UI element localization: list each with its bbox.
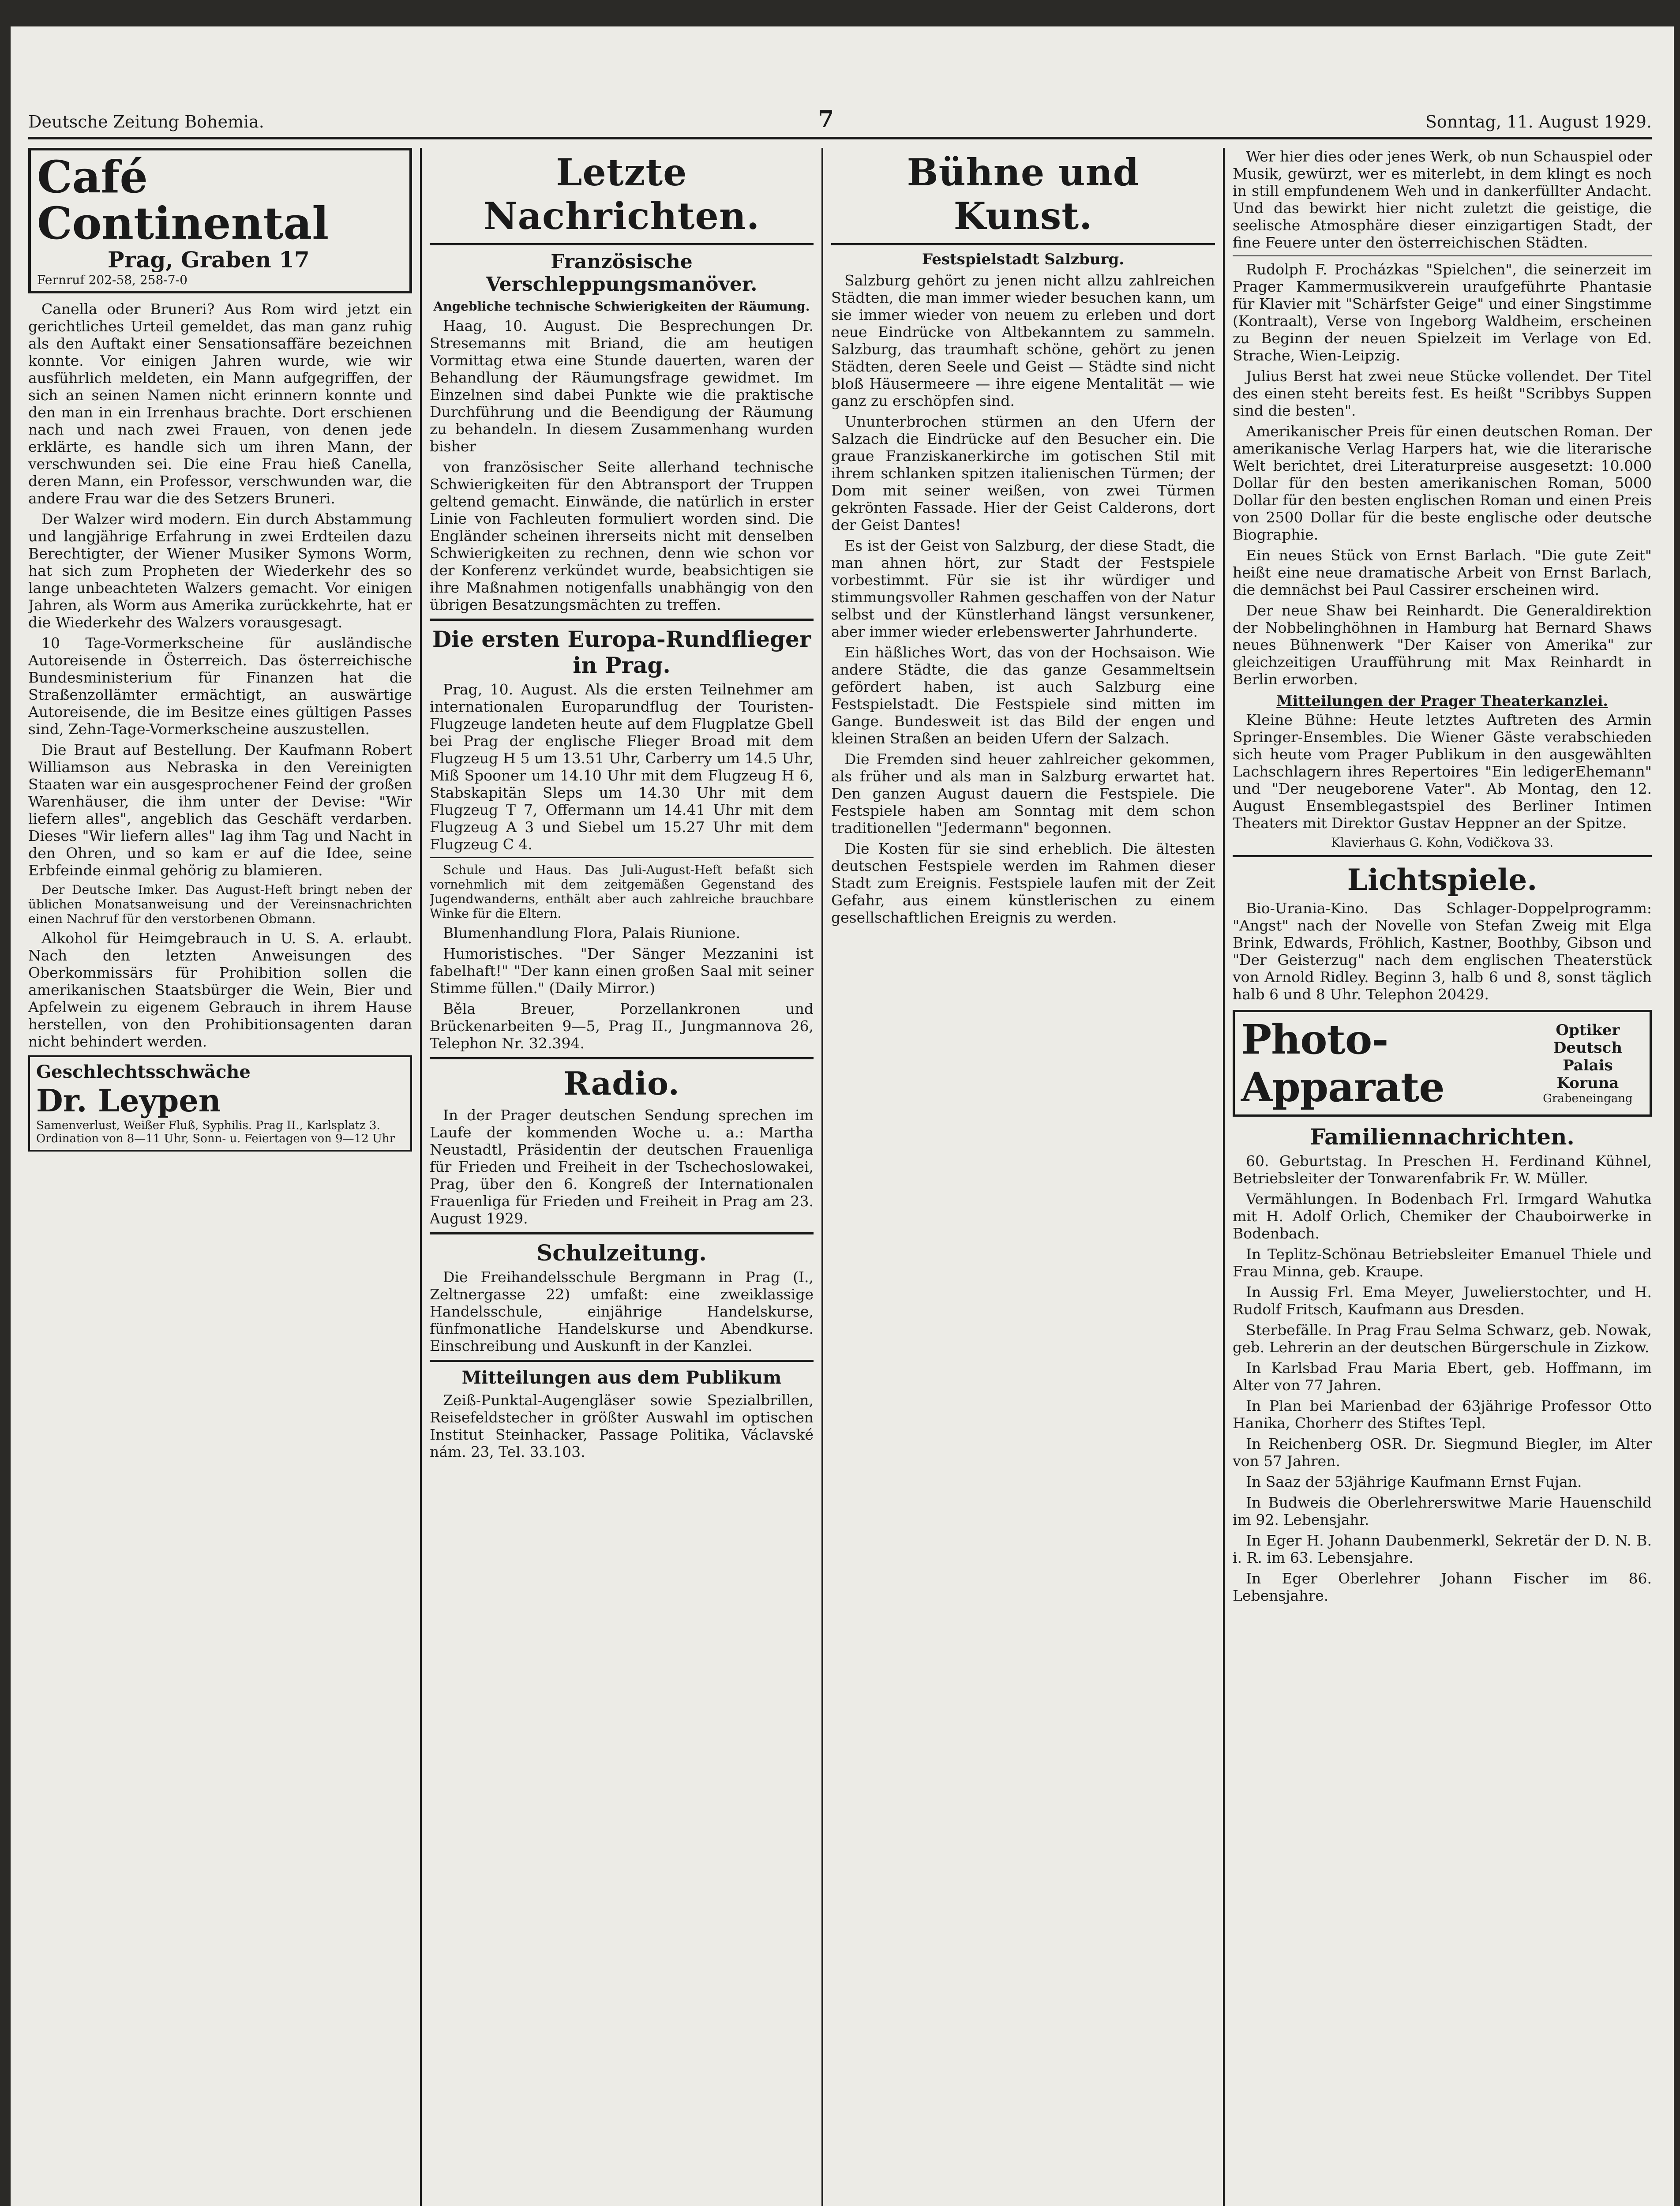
divider xyxy=(831,243,1215,245)
section-title: Schulzeitung. xyxy=(536,1240,707,1266)
column-rule xyxy=(1223,148,1225,2206)
article-paragraph: Es ist der Geist von Salzburg, der diese Stadt, die man ahnen hört, zur Stadt der Festspiele vorbestimmt. Für sie ist ihr würdiger und stimmungsvoller Rahmen geschaffen von der Natur selbst und der Künstlerhand längst versunkener, aber immer wieder erlebenswerter Jahrhunderte. xyxy=(831,537,1215,640)
family-entry: Sterbefälle. In Prag Frau Selma Schwarz, geb. Nowak, geb. Lehrerin an der deutschen Bürgerschule in Zizkow. xyxy=(1233,1321,1652,1356)
divider xyxy=(430,1360,814,1362)
page-number: 7 xyxy=(818,106,834,133)
headline: Französische Verschleppungsmanöver. xyxy=(486,251,758,296)
photo-ad-title: Photo-Apparate xyxy=(1241,1016,1444,1111)
shop-name: Optiker Deutsch xyxy=(1553,1021,1622,1057)
shop-place: Palais Koruna xyxy=(1556,1057,1619,1092)
article-paragraph: Blumenhandlung Flora, Palais Riunione. xyxy=(443,924,741,942)
section-title: Bühne und Kunst. xyxy=(907,150,1140,238)
section-title: Lichtspiele. xyxy=(1347,863,1538,897)
article-paragraph: von französischer Seite allerhand technische Schwierigkeiten für den Abtransport der Truppen geltend gemacht. Einwände, die natürlich in erster Linie von Fachleuten formuliert worden sind. Die Engländer scheinen ihrerseits nicht mit denselben Schwierigkeiten zu rechnen, denn wie schon vor der Konferenz verkündet wurde, beabsichtigen sie ihre Maßnahmen notigenfalls unabhängig von den übrigen Besatzungsmächten zu treffen. xyxy=(430,458,814,613)
photo-apparate-ad xyxy=(1233,1010,1652,1117)
shop-entrance: Grabeneingang xyxy=(1543,1092,1633,1105)
section-title: Familiennachrichten. xyxy=(1310,1124,1575,1150)
family-entry: In Eger Oberlehrer Johann Fischer im 86. Lebensjahre. xyxy=(1233,1570,1652,1604)
section-title: Radio. xyxy=(563,1065,680,1102)
issue-date: Sonntag, 11. August 1929. xyxy=(1425,112,1652,131)
column-rule xyxy=(420,148,422,2206)
article-paragraph: Kleine Bühne: Heute letztes Auftreten des Armin Springer-Ensembles. Die Wiener Gäste verabschieden sich heute vom Prager Publikum in den ausgewählten Lachschlagern ihres Repertoires "Ein ledigerEhemann" und "Der neugeborene Vater". Ab Montag, den 12. August Ensemblegastspiel des Berliner Intimen Theaters mit Direktor Gustav Heppner an der Spitze. xyxy=(1233,711,1652,832)
article-paragraph: Schule und Haus. Das Juli-August-Heft befaßt sich vornehmlich mit dem zeitgemäßen Gegenstand des Jugendwanderns, enthält aber auch zahlreiche brauchbare Winke für die Eltern. xyxy=(430,863,814,921)
article-paragraph: Alkohol für Heimgebrauch in U. S. A. erlaubt. Nach den letzten Anweisungen des Oberkommissärs für Prohibition sollen die amerikanischen Staatsbürger die Wein, Bier und Apfelwein zu eigenem Gebrauch in ihrem Hause herstellen, von den Prohibitionsagenten daran nicht behindert werden. xyxy=(28,930,412,1050)
cafe-phone: Fernruf 202-58, 258-7-0 xyxy=(37,273,188,287)
column-3 xyxy=(831,148,1215,2206)
article-paragraph: Wer hier dies oder jenes Werk, ob nun Schauspiel oder Musik, gewürzt, wer es miterlebt, in dem klingt es noch in still empfundenem Weh und in dankerfüllter Andacht. Und das bewirkt hier nicht zuletzt die geistige, die seelische Atmosphäre dieser einzigartigen Stadt, der fine Feuere unter den österreichischen Städten. xyxy=(1233,148,1652,251)
family-entry: Vermählungen. In Bodenbach Frl. Irmgard Wahutka mit H. Adolf Orlich, Chemiker der Chauboirwerke in Bodenbach. xyxy=(1233,1190,1652,1242)
article-paragraph: Die Fremden sind heuer zahlreicher gekommen, als früher und als man in Salzburg erwartet hat. Den ganzen August dauern die Festspiele. Die Festspiele haben am Sonntag mit dem schon traditionellen "Jedermann" begonnen. xyxy=(831,750,1215,837)
klavierhaus-ad: Klavierhaus G. Kohn, Vodičkova 33. xyxy=(1331,835,1554,850)
dr-leypen-ad xyxy=(28,1055,412,1152)
family-entry: In Aussig Frl. Ema Meyer, Juwelierstochter, und H. Rudolf Fritsch, Kaufmann aus Dresden. xyxy=(1233,1283,1652,1318)
section-title: Mitteilungen aus dem Publikum xyxy=(461,1367,782,1388)
article-paragraph: Ein häßliches Wort, das von der Hochsaison. Wie andere Städte, die das ganze Gesammeltsein gefördert haben, ist auch Salzburg eine Festspielstadt. Die Festspiele sind mitten im Gange. Bundesweit ist das Bild der engen und kleinen Straßen an beiden Ufern der Salzach. xyxy=(831,644,1215,747)
divider xyxy=(1233,855,1652,857)
cafe-address: Prag, Graben 17 xyxy=(108,247,310,273)
ad-headline: Geschlechtsschwäche xyxy=(36,1062,251,1082)
subheadline: Festspielstadt Salzburg. xyxy=(922,251,1125,268)
article-paragraph: Ununterbrochen stürmen an den Ufern der Salzach die Eindrücke auf den Besucher ein. Die graue Franziskanerkirche im gotischen Stil mit ihrem schlanken spitzen italienischen Türmen; der Dom mit seiner weißen, von zwei Türmen gekrönten Fassade. Hier der Geist Calderons, dort der Geist Dantes! xyxy=(831,413,1215,533)
subheadline: Angebliche technische Schwierigkeiten der Räumung. xyxy=(433,299,810,314)
photo-ad-shop xyxy=(1532,1021,1643,1105)
divider xyxy=(430,1232,814,1234)
family-entry: In Budweis die Oberlehrerswitwe Marie Hauenschild im 92. Lebensjahr. xyxy=(1233,1494,1652,1528)
article-paragraph: Canella oder Bruneri? Aus Rom wird jetzt ein gerichtliches Urteil gemeldet, das man ganz ruhig als den Auftakt einer Sensationsaffäre bezeichnen konnte. Vor einigen Jahren wurde, wie wir ausführlich meldeten, ein Mann aufgegriffen, der sich an seinen Namen nicht erinnern konnte und den man in ein Irrenhaus brachte. Dort erschienen nach und nach zwei Frauen, von denen jede erklärte, es handle sich um ihren Mann, der verschwunden sei. Die eine Frau hieß Canella, deren Mann, ein Professor, verschwunden war, die andere Frau war die des Setzers Bruneri. xyxy=(28,300,412,507)
family-entry: In Teplitz-Schönau Betriebsleiter Emanuel Thiele und Frau Minna, geb. Kraupe. xyxy=(1233,1246,1652,1280)
article-paragraph: Julius Berst hat zwei neue Stücke vollendet. Der Titel des einen steht bereits fest. Es heißt "Scribbys Suppen sind die besten". xyxy=(1233,368,1652,419)
ad-detail: Samenverlust, Weißer Fluß, Syphilis. Prag II., Karlsplatz 3. Ordination von 8—11 Uhr, Sonn- u. Feiertagen von 9—12 Uhr xyxy=(36,1119,395,1145)
article-paragraph: 10 Tage-Vormerkscheine für ausländische Autoreisende in Österreich. Das österreichische Bundesministerium für Finanzen hat die Straßenzollämter ermächtigt, an auswärtige Autoreisende, die im Besitze eines gültigen Passes sind, Zehn-Tage-Vormerkscheine auszustellen. xyxy=(28,634,412,738)
article-paragraph: Der Walzer wird modern. Ein durch Abstammung und langjährige Erfahrung in zwei Erdteilen dazu Berechtigter, der Wiener Musiker Symons Worm, hat sich zum Propheten der Wiederkehr des so lange unbeachteten Walzers gemacht. Vor einigen Jahren, als Worm aus Amerika zurückkehrte, hat er die Wiederkehr des Walzers vorausgesagt. xyxy=(28,510,412,631)
divider xyxy=(430,243,814,245)
family-entry: In Saaz der 53jährige Kaufmann Ernst Fujan. xyxy=(1246,1473,1582,1490)
article-paragraph: Zeiß-Punktal-Augengläser sowie Spezialbrillen, Reisefeldstecher in größter Auswahl im optischen Institut Steinhacker, Passage Politika, Václavské nám. 23, Tel. 33.103. xyxy=(430,1392,814,1460)
divider xyxy=(430,857,814,858)
article-paragraph: Die Kosten für sie sind erheblich. Die ältesten deutschen Festspiele werden im Rahmen dieser Stadt zum Ereignis. Festspiele laufen mit der Zeit Gefahr, aus einem künstlerischen zu einem gesellschaftlichen Ereignis zu werden. xyxy=(831,840,1215,926)
article-paragraph: Ein neues Stück von Ernst Barlach. "Die gute Zeit" heißt eine neue dramatische Arbeit von Ernst Barlach, die demnächst bei Paul Cassirer erscheinen wird. xyxy=(1233,547,1652,598)
article-paragraph: Die Freihandelsschule Bergmann in Prag (I., Zeltnergasse 22) umfaßt: eine zweiklassige Handelsschule, einjährige Handelskurse, fünfmonatliche Handelskurse und Abendkurse. Einschreibung und Auskunft in der Kanzlei. xyxy=(430,1268,814,1354)
column-rule xyxy=(821,148,823,2206)
article-paragraph: Humoristisches. "Der Sänger Mezzanini ist fabelhaft!" "Der kann einen großen Saal mit seiner Stimme füllen." (Daily Mirror.) xyxy=(430,945,814,997)
divider xyxy=(430,619,814,621)
headline: Die ersten Europa-Rundflieger in Prag. xyxy=(432,626,811,678)
article-paragraph: Die Braut auf Bestellung. Der Kaufmann Robert Williamson aus Nebraska in den Vereinigten Staaten war ein ausgesprochener Feind der großen Warenhäuser, die ihm unter der Devise: "Wir liefern alles", angeblich das Geschäft verdarben. Dieses "Wir liefern alles" lag ihm Tag und Nacht in den Ohren, und so kam er auf die Idee, seine Erbfeinde einmal gehörig zu blamieren. xyxy=(28,741,412,879)
family-entry: In Reichenberg OSR. Dr. Siegmund Biegler, im Alter von 57 Jahren. xyxy=(1233,1435,1652,1470)
article-paragraph: Amerikanischer Preis für einen deutschen Roman. Der amerikanische Verlag Harpers hat, wie die literarische Welt berichtet, drei Literaturpreise ausgesetzt: 10.000 Dollar für den besten amerikanischen Roman, 5000 Dollar für den besten englischen Roman und einen Preis von 2500 Dollar für die beste englische oder deutsche Biographie. xyxy=(1233,423,1652,543)
family-entry: In Eger H. Johann Daubenmerkl, Sekretär der D. N. B. i. R. im 63. Lebensjahre. xyxy=(1233,1532,1652,1566)
column-2 xyxy=(430,148,814,2206)
cafe-continental-ad xyxy=(28,148,412,293)
section-title: Letzte Nachrichten. xyxy=(483,150,760,238)
page-header xyxy=(28,106,1652,139)
column-1 xyxy=(28,148,412,2206)
divider xyxy=(1233,255,1652,256)
column-4 xyxy=(1233,148,1652,2206)
theater-heading: Mitteilungen der Prager Theaterkanzlei. xyxy=(1276,692,1608,709)
ad-name: Dr. Leypen xyxy=(36,1082,221,1119)
family-entry: 60. Geburtstag. In Preschen H. Ferdinand Kühnel, Betriebsleiter der Tonwarenfabrik Fr. W. Müller. xyxy=(1233,1152,1652,1187)
newspaper-page xyxy=(11,26,1674,2206)
paper-name: Deutsche Zeitung Bohemia. xyxy=(28,112,264,131)
article-paragraph: Běla Breuer, Porzellankronen und Brückenarbeiten 9—5, Prag II., Jungmannova 26, Telephon Nr. 32.394. xyxy=(430,1000,814,1052)
divider xyxy=(430,1057,814,1059)
family-entry: In Karlsbad Frau Maria Ebert, geb. Hoffmann, im Alter von 77 Jahren. xyxy=(1233,1359,1652,1394)
article-paragraph: Bio-Urania-Kino. Das Schlager-Doppelprogramm: "Angst" nach der Novelle von Stefan Zweig mit Elga Brink, Edwards, Fröhlich, Kastner, Boothby, Gibson und "Der Geisterzug" nach dem englischen Theaterstück von Arnold Ridley. Beginn 3, halb 6 und 8, sonst täglich halb 6 und 8 Uhr. Telephon 20429. xyxy=(1233,900,1652,1003)
article-paragraph: Haag, 10. August. Die Besprechungen Dr. Stresemanns mit Briand, die am heutigen Vormittag etwa eine Stunde dauerten, waren der Behandlung der Räumungsfrage gewidmet. Im Einzelnen sind dabei Punkte wie die praktische Durchführung und die Beendigung der Räumung zu behandeln. In diesem Zusammenhang wurden bisher xyxy=(430,317,814,455)
article-paragraph: Rudolph F. Procházkas "Spielchen", die seinerzeit im Prager Kammermusikverein uraufgeführte Phantasie für Klavier mit "Schärfster Geige" und einer Singstimme (Kontraalt), Verse von Ingeborg Waldheim, erscheinen zu Beginn der neuen Spielzeit im Verlage von Ed. Strache, Wien-Leipzig. xyxy=(1233,261,1652,364)
article-paragraph: In der Prager deutschen Sendung sprechen im Laufe der kommenden Woche u. a.: Martha Neustadtl, Präsidentin der deutschen Frauenliga für Frieden und Freiheit in der Tschechoslowakei, Prag, über den 6. Kongreß der Internationalen Frauenliga für Frieden und Freiheit in Prag am 23. August 1929. xyxy=(430,1107,814,1227)
cafe-name: Café Continental xyxy=(37,151,329,249)
article-paragraph: Der Deutsche Imker. Das August-Heft bringt neben der üblichen Monatsanweisung und der Vereinsnachrichten einen Nachruf für den verstorbenen Obmann. xyxy=(28,882,412,926)
article-paragraph: Prag, 10. August. Als die ersten Teilnehmer am internationalen Europarundflug der Touristen-Flugzeuge landeten heute auf dem Flugplatze Gbell bei Prag der englische Flieger Broad mit dem Flugzeug H 5 um 13.51 Uhr, Carberry um 14.5 Uhr, Miß Spooner um 14.10 Uhr mit dem Flugzeug H 6, Stabskapitän Sleps um 14.30 Uhr mit dem Flugzeug T 7, Offermann um 14.41 Uhr mit dem Flugzeug A 3 und Siebel um 15.27 Uhr mit dem Flugzeug C 4. xyxy=(430,681,814,853)
family-entry: In Plan bei Marienbad der 63jährige Professor Otto Hanika, Chorherr des Stiftes Tepl. xyxy=(1233,1397,1652,1432)
article-paragraph: Salzburg gehört zu jenen nicht allzu zahlreichen Städten, die man immer wieder besuchen kann, um sie immer wieder von neuem zu erleben und dort neue Eindrücke von Altbekanntem zu sammeln. Salzburg, das traumhaft schöne, gehört zu jenen Städten, deren Seele und Geist — Städte sind nicht bloß Häusermeere — ihre eigene Mentalität — wie ganz zu erschöpfen sind. xyxy=(831,272,1215,409)
article-paragraph: Der neue Shaw bei Reinhardt. Die Generaldirektion der Nobbelinghöhnen in Hamburg hat Bernard Shaws neues Bühnenwerk "Der Kaiser von Amerika" zur gleichzeitigen Uraufführung mit Max Reinhardt in Berlin erworben. xyxy=(1233,602,1652,688)
